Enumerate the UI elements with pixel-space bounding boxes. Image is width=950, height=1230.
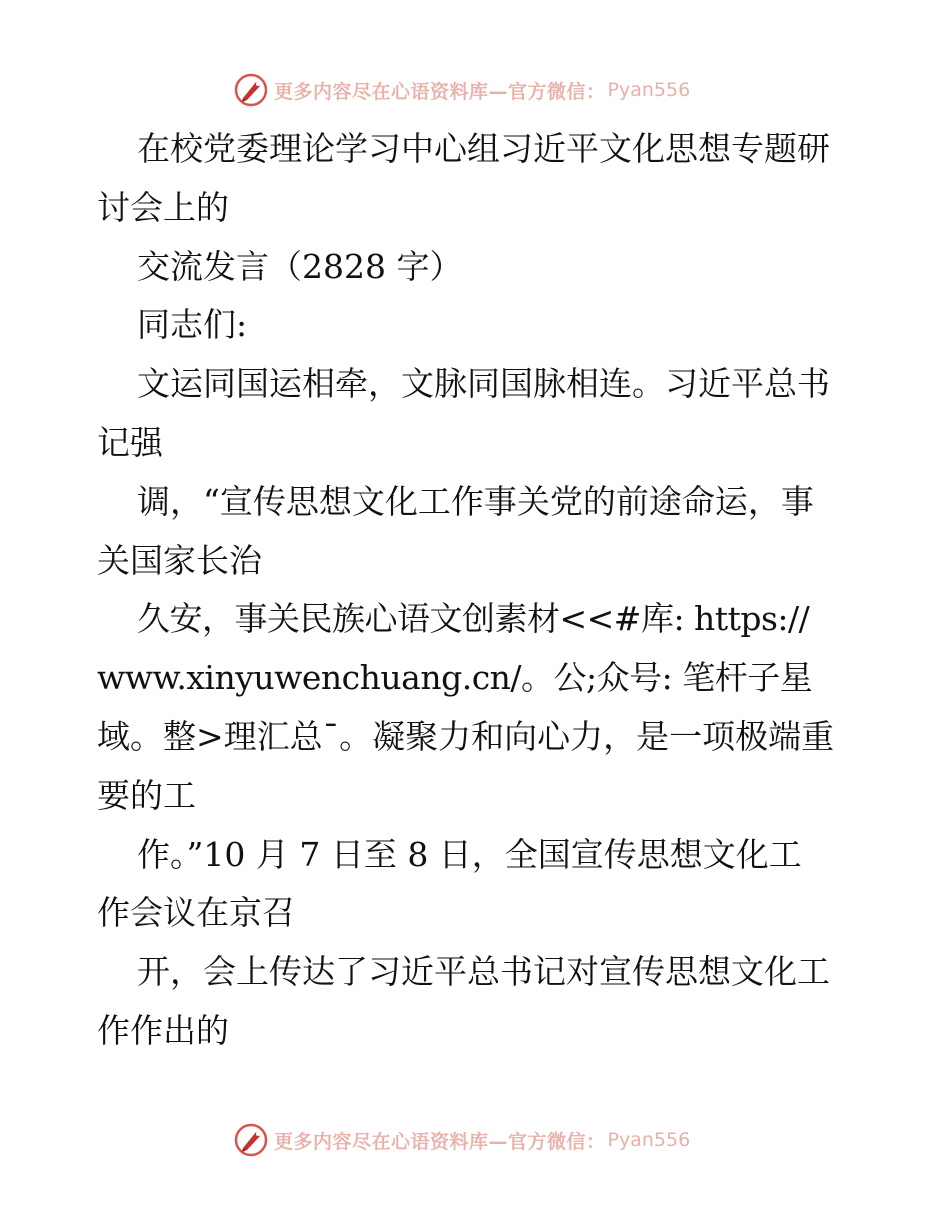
text-line: 作会议在京召 (97, 893, 295, 933)
text-line: 要的工 (97, 775, 196, 815)
banner-contact: Pyan556 (607, 79, 691, 101)
text-line: 记强 (97, 422, 163, 462)
text-line: 关国家长治 (97, 540, 262, 580)
banner-contact: Pyan556 (607, 1129, 691, 1151)
text-line: 交流发言（2828 字） (137, 246, 463, 286)
text-line: 同志们: (137, 305, 248, 345)
text-line: 作作出的 (97, 1010, 229, 1050)
header-watermark-banner (234, 73, 690, 107)
text-line: 作。”10 月 7 日至 8 日，全国宣传思想文化工 (137, 834, 802, 874)
text-line: 久安，事关民族心语文创素材<<#库: https:// (137, 599, 810, 639)
pen-logo-icon (234, 1123, 268, 1157)
text-line: 开，会上传达了习近平总书记对宣传思想文化工 (137, 952, 830, 992)
banner-text: 更多内容尽在心语资料库—官方微信： (274, 80, 606, 103)
footer-watermark-banner (234, 1123, 690, 1157)
pen-logo-icon (234, 73, 268, 107)
text-line: www.xinyuwenchuang.cn/。公;众号: 笔杆子星 (97, 658, 813, 698)
document-body (97, 120, 857, 1061)
banner-text: 更多内容尽在心语资料库—官方微信： (274, 1130, 606, 1153)
text-line: 讨会上的 (97, 187, 229, 227)
text-line: 调，“宣传思想文化工作事关党的前途命运，事 (137, 481, 814, 521)
text-line: 在校党委理论学习中心组习近平文化思想专题研 (137, 129, 830, 168)
text-line: 文运同国运相牵，文脉同国脉相连。习近平总书 (137, 364, 830, 404)
text-line: 域。整>理汇总¯。凝聚力和向心力，是一项极端重 (97, 716, 835, 756)
